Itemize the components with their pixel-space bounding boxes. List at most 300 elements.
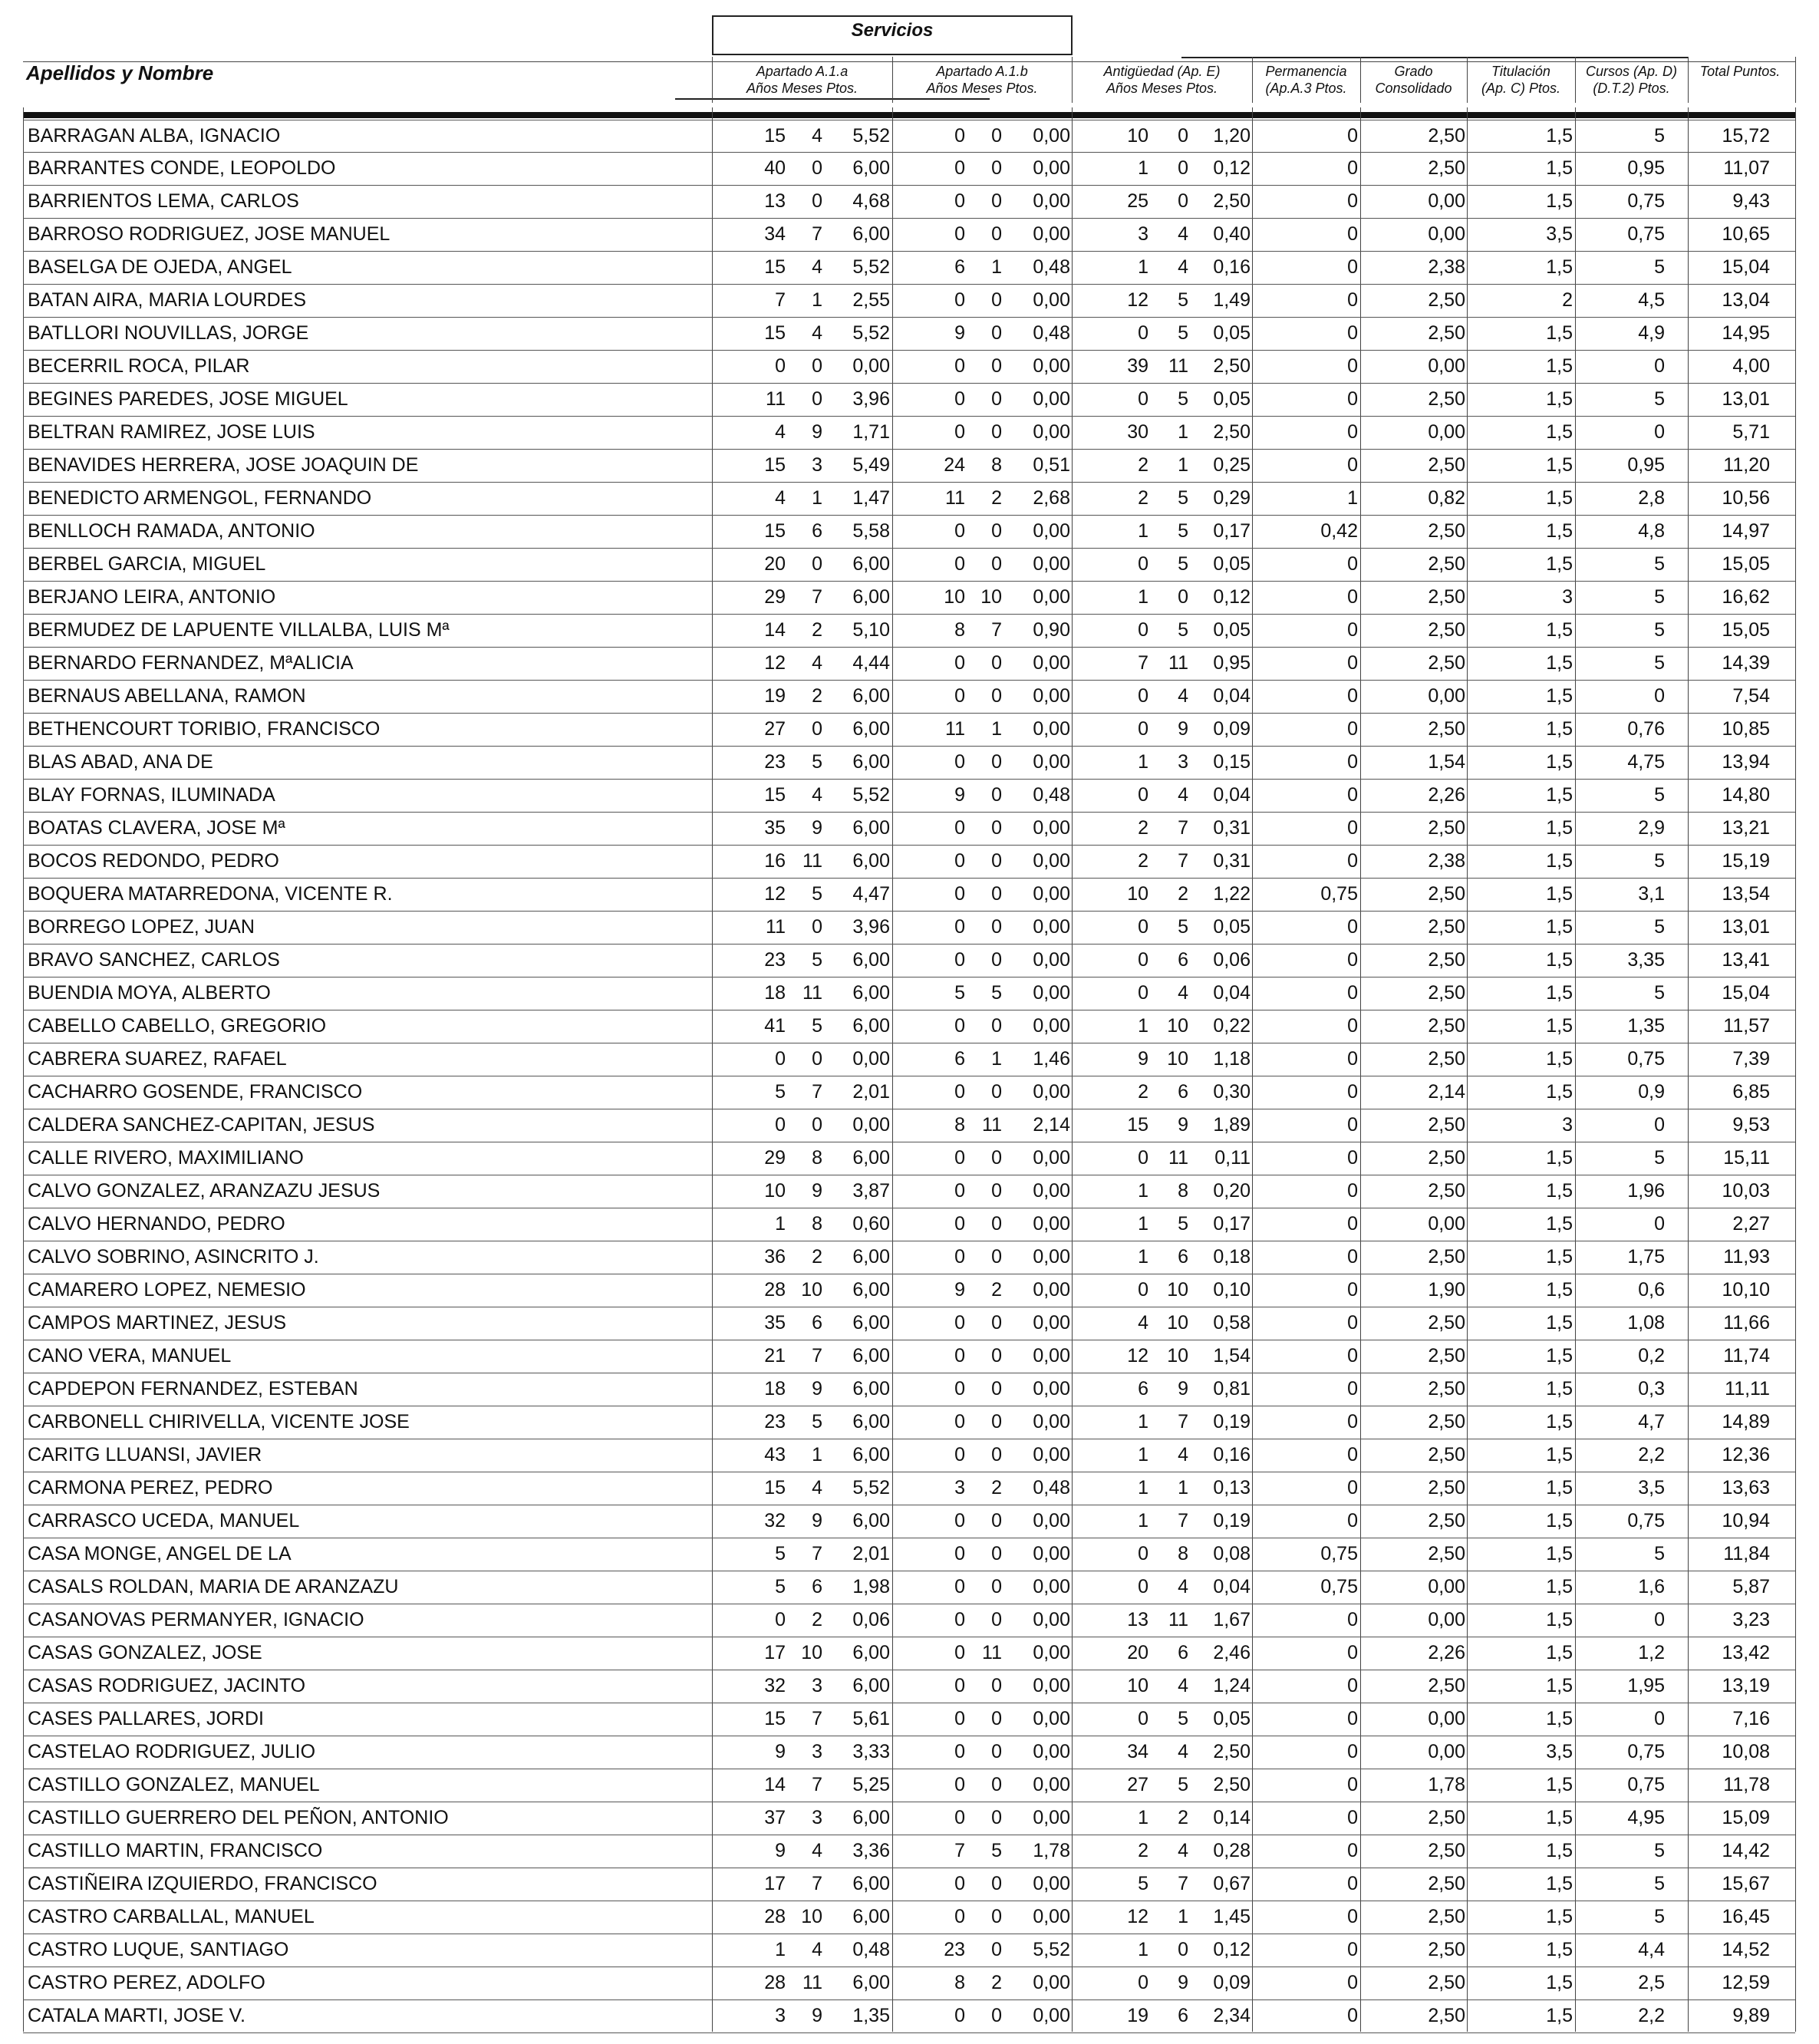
cell-name: CANO VERA, MANUEL (28, 1345, 232, 1367)
cell-cursos: 5 (1654, 1906, 1665, 1927)
table-row (23, 582, 1795, 615)
cell-permanencia: 0 (1347, 685, 1358, 707)
cell-total: 16,62 (1722, 586, 1770, 608)
cell-titulacion: 1,5 (1546, 949, 1573, 971)
cell-a1a-meses: 9 (812, 1378, 822, 1399)
cell-cursos: 0,2 (1638, 1345, 1665, 1367)
cell-permanencia: 0 (1347, 256, 1358, 278)
cell-antig-anos: 2 (1138, 454, 1148, 476)
cell-total: 13,19 (1722, 1675, 1770, 1696)
cell-a1a-meses: 4 (812, 256, 822, 278)
cell-a1b-anos: 0 (954, 850, 965, 872)
cell-a1b-ptos: 0,00 (1033, 289, 1070, 311)
cell-titulacion: 1,5 (1546, 1246, 1573, 1268)
cell-cursos: 0,75 (1627, 223, 1665, 245)
cell-a1a-ptos: 6,00 (852, 1345, 890, 1367)
cell-antig-ptos: 1,45 (1213, 1906, 1251, 1927)
cell-a1a-meses: 4 (812, 652, 822, 674)
cell-a1b-ptos: 0,00 (1033, 125, 1070, 147)
cell-antig-anos: 1 (1138, 751, 1148, 773)
cell-antig-meses: 5 (1178, 1774, 1188, 1795)
cell-a1a-ptos: 0,00 (852, 1114, 890, 1136)
cell-a1a-meses: 4 (812, 125, 822, 147)
table-row (23, 120, 1795, 153)
cell-a1a-ptos: 3,87 (852, 1180, 890, 1202)
cell-antig-ptos: 0,08 (1213, 1543, 1251, 1564)
cell-a1b-ptos: 0,00 (1033, 355, 1070, 377)
cell-titulacion: 1,5 (1546, 322, 1573, 344)
cell-grado: 2,50 (1428, 1411, 1465, 1432)
cell-a1b-anos: 0 (954, 883, 965, 905)
cell-name: BOCOS REDONDO, PEDRO (28, 850, 279, 872)
cell-cursos: 0,95 (1627, 157, 1665, 179)
column-header-line1: Grado (1394, 64, 1433, 79)
cell-a1b-meses: 0 (991, 1378, 1002, 1399)
cell-a1b-meses: 0 (991, 850, 1002, 872)
cell-a1a-anos: 43 (764, 1444, 786, 1465)
cell-a1b-meses: 0 (991, 1807, 1002, 1828)
cell-grado: 2,50 (1428, 1510, 1465, 1531)
cell-a1b-meses: 0 (991, 1180, 1002, 1202)
cell-permanencia: 0 (1347, 157, 1358, 179)
header-divider (1688, 57, 1689, 103)
cell-a1b-meses: 10 (980, 586, 1002, 608)
cell-antig-ptos: 2,34 (1213, 2005, 1251, 2026)
cell-a1a-anos: 20 (764, 553, 786, 575)
cell-a1a-anos: 11 (766, 916, 786, 938)
cell-titulacion: 1,5 (1546, 850, 1573, 872)
cell-a1b-ptos: 0,00 (1033, 1543, 1070, 1564)
cell-antig-meses: 4 (1178, 1675, 1188, 1696)
cell-a1b-meses: 0 (991, 784, 1002, 806)
cell-a1b-meses: 7 (991, 619, 1002, 641)
cell-antig-ptos: 0,04 (1213, 784, 1251, 806)
cell-permanencia: 0 (1347, 125, 1358, 147)
cell-a1a-ptos: 5,52 (852, 1477, 890, 1498)
cell-grado: 2,50 (1428, 322, 1465, 344)
cell-a1b-meses: 0 (991, 1906, 1002, 1927)
cell-grado: 2,50 (1428, 125, 1465, 147)
cell-a1b-anos: 23 (944, 1939, 965, 1960)
cell-total: 13,01 (1722, 916, 1770, 938)
table-row (23, 2000, 1795, 2033)
cell-a1b-meses: 0 (991, 553, 1002, 575)
table-row (23, 1637, 1795, 1670)
cell-total: 14,89 (1722, 1411, 1770, 1432)
table-row (23, 219, 1795, 252)
cell-name: BOATAS CLAVERA, JOSE Mª (28, 817, 285, 839)
cell-a1b-meses: 0 (991, 190, 1002, 212)
cell-cursos: 1,75 (1627, 1246, 1665, 1268)
cell-titulacion: 1,5 (1546, 1972, 1573, 1993)
cell-a1a-ptos: 6,00 (852, 949, 890, 971)
cell-permanencia: 0 (1347, 1510, 1358, 1531)
cell-permanencia: 0 (1347, 751, 1358, 773)
cell-a1b-anos: 0 (954, 157, 965, 179)
cell-a1b-meses: 1 (991, 718, 1002, 740)
cell-a1b-anos: 0 (954, 1444, 965, 1465)
cell-titulacion: 1,5 (1546, 1807, 1573, 1828)
cell-a1a-ptos: 6,00 (852, 817, 890, 839)
cell-a1b-meses: 0 (991, 1543, 1002, 1564)
cell-name: BORREGO LOPEZ, JUAN (28, 916, 255, 938)
cell-antig-ptos: 0,04 (1213, 685, 1251, 707)
cell-a1a-anos: 0 (775, 1609, 786, 1630)
cell-permanencia: 0 (1347, 1477, 1358, 1498)
cell-total: 10,03 (1722, 1180, 1770, 1202)
cell-antig-anos: 10 (1127, 125, 1148, 147)
cell-grado: 2,50 (1428, 1807, 1465, 1828)
cell-cursos: 0 (1654, 355, 1665, 377)
cell-name: CARMONA PEREZ, PEDRO (28, 1477, 273, 1498)
cell-a1a-meses: 7 (812, 1081, 822, 1103)
table-row (23, 1670, 1795, 1703)
cell-a1b-ptos: 0,00 (1033, 883, 1070, 905)
cell-titulacion: 1,5 (1546, 1576, 1573, 1597)
cell-antig-meses: 1 (1178, 421, 1188, 443)
cell-a1a-meses: 2 (812, 1609, 822, 1630)
cell-a1b-ptos: 0,00 (1033, 1642, 1070, 1663)
cell-a1b-anos: 9 (954, 1279, 965, 1301)
cell-antig-anos: 0 (1138, 685, 1148, 707)
cell-antig-ptos: 0,17 (1213, 520, 1251, 542)
cell-antig-meses: 4 (1178, 784, 1188, 806)
cell-antig-meses: 0 (1178, 190, 1188, 212)
cell-antig-ptos: 0,12 (1213, 157, 1251, 179)
column-header-line2: (Ap.A.3 Ptos. (1265, 81, 1347, 96)
cell-a1b-ptos: 0,00 (1033, 1180, 1070, 1202)
cell-cursos: 0 (1654, 1609, 1665, 1630)
cell-total: 14,52 (1722, 1939, 1770, 1960)
cell-total: 12,59 (1722, 1972, 1770, 1993)
cell-antig-meses: 6 (1178, 1081, 1188, 1103)
cell-a1a-meses: 10 (801, 1906, 822, 1927)
cell-antig-ptos: 1,54 (1213, 1345, 1251, 1367)
column-header-line1: Apartado A.1.b (936, 64, 1028, 79)
cell-antig-ptos: 0,29 (1213, 487, 1251, 509)
cell-a1a-anos: 15 (764, 454, 786, 476)
cell-a1a-anos: 32 (764, 1675, 786, 1696)
cell-name: CALVO HERNANDO, PEDRO (28, 1213, 285, 1235)
cell-a1a-meses: 9 (812, 2005, 822, 2026)
cell-name: BARRAGAN ALBA, IGNACIO (28, 125, 281, 147)
cell-a1a-anos: 4 (775, 421, 786, 443)
cell-total: 14,95 (1722, 322, 1770, 344)
cell-permanencia: 0 (1347, 619, 1358, 641)
cell-grado: 2,50 (1428, 1147, 1465, 1169)
cell-titulacion: 1,5 (1546, 1477, 1573, 1498)
cell-antig-anos: 6 (1138, 1378, 1148, 1399)
cell-cursos: 4,9 (1638, 322, 1665, 344)
cell-permanencia: 0 (1347, 1873, 1358, 1894)
cell-cursos: 5 (1654, 850, 1665, 872)
cell-titulacion: 1,5 (1546, 1609, 1573, 1630)
cell-antig-meses: 10 (1167, 1312, 1188, 1334)
cell-a1a-meses: 11 (802, 982, 822, 1004)
cell-total: 9,53 (1732, 1114, 1770, 1136)
cell-antig-ptos: 1,89 (1213, 1114, 1251, 1136)
cell-antig-ptos: 0,04 (1213, 1576, 1251, 1597)
cell-a1a-meses: 9 (812, 1180, 822, 1202)
cell-antig-meses: 5 (1178, 1213, 1188, 1235)
cell-a1b-ptos: 0,00 (1033, 1741, 1070, 1762)
cell-a1b-meses: 0 (991, 1345, 1002, 1367)
cell-a1b-meses: 0 (991, 685, 1002, 707)
cell-name: BERJANO LEIRA, ANTONIO (28, 586, 276, 608)
cell-a1a-meses: 7 (812, 223, 822, 245)
scores-table (23, 120, 1795, 2033)
cell-cursos: 3,35 (1627, 949, 1665, 971)
cell-a1b-ptos: 0,00 (1033, 586, 1070, 608)
cell-titulacion: 1,5 (1546, 1015, 1573, 1037)
cell-permanencia: 0 (1347, 1180, 1358, 1202)
cell-antig-ptos: 0,28 (1213, 1840, 1251, 1861)
cell-a1b-anos: 0 (954, 289, 965, 311)
header-divider (712, 57, 713, 103)
cell-titulacion: 2 (1562, 289, 1573, 311)
cell-antig-anos: 1 (1138, 520, 1148, 542)
cell-a1a-meses: 4 (812, 322, 822, 344)
cell-antig-ptos: 0,12 (1213, 586, 1251, 608)
cell-antig-meses: 11 (1168, 355, 1188, 377)
cell-permanencia: 0 (1347, 1147, 1358, 1169)
table-row (23, 1703, 1795, 1736)
cell-a1b-ptos: 0,00 (1033, 718, 1070, 740)
cell-antig-anos: 1 (1138, 1444, 1148, 1465)
cell-a1a-anos: 10 (764, 1180, 786, 1202)
cell-a1a-anos: 35 (764, 817, 786, 839)
cell-a1a-ptos: 6,00 (852, 1642, 890, 1663)
column-header-line1: Antigüedad (Ap. E) (1103, 64, 1221, 79)
cell-a1a-anos: 15 (764, 1708, 786, 1729)
cell-antig-anos: 1 (1138, 1477, 1148, 1498)
cell-antig-anos: 13 (1127, 1609, 1148, 1630)
cell-a1a-ptos: 6,00 (852, 1378, 890, 1399)
cell-antig-ptos: 0,95 (1213, 652, 1251, 674)
cell-name: BLAS ABAD, ANA DE (28, 751, 213, 773)
cell-a1a-ptos: 5,58 (852, 520, 890, 542)
cell-a1a-ptos: 2,01 (852, 1543, 890, 1564)
cell-grado: 2,50 (1428, 883, 1465, 905)
cell-permanencia: 0 (1347, 190, 1358, 212)
header-rule (1181, 57, 1688, 58)
column-header-line2: (Ap. C) Ptos. (1481, 81, 1561, 96)
cell-a1a-ptos: 6,00 (852, 1279, 890, 1301)
cell-a1b-meses: 5 (991, 1840, 1002, 1861)
cell-titulacion: 1,5 (1546, 125, 1573, 147)
cell-a1a-meses: 3 (812, 1741, 822, 1762)
table-row (23, 615, 1795, 648)
cell-a1b-anos: 8 (954, 1972, 965, 1993)
cell-antig-ptos: 0,67 (1213, 1873, 1251, 1894)
cell-permanencia: 0 (1347, 1609, 1358, 1630)
cell-total: 15,72 (1722, 125, 1770, 147)
cell-a1b-ptos: 0,00 (1033, 817, 1070, 839)
cell-a1b-anos: 0 (954, 1378, 965, 1399)
cell-a1b-meses: 0 (991, 883, 1002, 905)
cell-a1b-ptos: 0,48 (1033, 1477, 1070, 1498)
cell-total: 11,74 (1723, 1345, 1770, 1367)
cell-antig-ptos: 0,09 (1213, 718, 1251, 740)
cell-a1b-ptos: 0,00 (1033, 652, 1070, 674)
cell-cursos: 5 (1654, 388, 1665, 410)
cell-antig-meses: 0 (1178, 125, 1188, 147)
cell-permanencia: 0 (1347, 1675, 1358, 1696)
cell-a1b-anos: 0 (954, 553, 965, 575)
cell-name: BARROSO RODRIGUEZ, JOSE MANUEL (28, 223, 390, 245)
cell-a1b-meses: 2 (991, 1972, 1002, 1993)
cell-grado: 2,50 (1428, 1675, 1465, 1696)
cell-grado: 2,50 (1428, 1906, 1465, 1927)
cell-titulacion: 1,5 (1546, 1642, 1573, 1663)
cell-cursos: 5 (1654, 784, 1665, 806)
column-header-line1: Titulación (1491, 64, 1550, 79)
cell-a1a-meses: 9 (812, 817, 822, 839)
cell-cursos: 0,75 (1627, 1774, 1665, 1795)
table-row (23, 384, 1795, 417)
cell-antig-meses: 3 (1178, 751, 1188, 773)
cell-total: 5,71 (1732, 421, 1770, 443)
cell-a1a-anos: 37 (764, 1807, 786, 1828)
table-row (23, 912, 1795, 945)
cell-a1b-anos: 3 (954, 1477, 965, 1498)
cell-a1a-meses: 4 (812, 1477, 822, 1498)
table-row (23, 813, 1795, 846)
cell-titulacion: 1,5 (1546, 1279, 1573, 1301)
cell-titulacion: 1,5 (1546, 1444, 1573, 1465)
cell-antig-ptos: 0,17 (1213, 1213, 1251, 1235)
cell-permanencia: 0 (1347, 1081, 1358, 1103)
cell-titulacion: 1,5 (1546, 487, 1573, 509)
cell-titulacion: 1,5 (1546, 2005, 1573, 2026)
cell-a1a-anos: 18 (764, 1378, 786, 1399)
cell-a1a-meses: 0 (812, 1048, 822, 1070)
cell-antig-meses: 5 (1178, 619, 1188, 641)
cell-antig-meses: 5 (1178, 322, 1188, 344)
cell-antig-meses: 6 (1178, 1642, 1188, 1663)
cell-antig-ptos: 1,67 (1213, 1609, 1251, 1630)
cell-a1b-anos: 0 (954, 190, 965, 212)
cell-permanencia: 0 (1347, 949, 1358, 971)
cell-a1a-ptos: 2,01 (852, 1081, 890, 1103)
cell-name: CASTRO PEREZ, ADOLFO (28, 1972, 265, 1993)
cell-a1b-meses: 0 (991, 1774, 1002, 1795)
cell-a1a-meses: 11 (802, 850, 822, 872)
cell-permanencia: 0 (1347, 1741, 1358, 1762)
cell-antig-ptos: 2,50 (1213, 355, 1251, 377)
cell-a1b-meses: 0 (991, 1576, 1002, 1597)
table-row (23, 1472, 1795, 1505)
cell-antig-anos: 2 (1138, 1840, 1148, 1861)
cell-antig-meses: 10 (1167, 1345, 1188, 1367)
cell-antig-ptos: 0,19 (1213, 1411, 1251, 1432)
cell-a1b-meses: 0 (991, 1081, 1002, 1103)
cell-a1b-ptos: 0,48 (1033, 784, 1070, 806)
table-row (23, 1373, 1795, 1406)
cell-permanencia: 0 (1347, 784, 1358, 806)
cell-total: 15,11 (1723, 1147, 1770, 1169)
cell-antig-anos: 0 (1138, 553, 1148, 575)
cell-a1a-ptos: 6,00 (852, 1444, 890, 1465)
table-row (23, 1538, 1795, 1571)
cell-a1a-meses: 9 (812, 1510, 822, 1531)
cell-a1a-meses: 2 (812, 1246, 822, 1268)
cell-grado: 2,50 (1428, 1312, 1465, 1334)
cell-antig-anos: 0 (1138, 1147, 1148, 1169)
cell-antig-meses: 10 (1167, 1015, 1188, 1037)
cell-antig-ptos: 1,18 (1213, 1048, 1251, 1070)
cell-a1a-meses: 0 (812, 1114, 822, 1136)
cell-a1a-anos: 28 (764, 1972, 786, 1993)
cell-a1b-meses: 0 (991, 157, 1002, 179)
cell-total: 11,84 (1723, 1543, 1770, 1564)
cell-antig-anos: 2 (1138, 850, 1148, 872)
cell-antig-anos: 1 (1138, 1180, 1148, 1202)
table-row (23, 351, 1795, 384)
cell-a1a-meses: 4 (812, 784, 822, 806)
header-divider (1795, 57, 1796, 103)
cell-name: CARITG LLUANSI, JAVIER (28, 1444, 262, 1465)
cell-a1a-meses: 6 (812, 1312, 822, 1334)
cell-a1a-anos: 18 (764, 982, 786, 1004)
cell-total: 4,00 (1732, 355, 1770, 377)
table-row (23, 977, 1795, 1010)
cell-a1a-anos: 23 (764, 949, 786, 971)
table-row (23, 714, 1795, 747)
cell-antig-anos: 2 (1138, 1081, 1148, 1103)
cell-titulacion: 1,5 (1546, 256, 1573, 278)
cell-permanencia: 0 (1347, 1279, 1358, 1301)
cell-permanencia: 0 (1347, 1807, 1358, 1828)
cell-permanencia: 0 (1347, 421, 1358, 443)
cell-cursos: 1,6 (1638, 1576, 1665, 1597)
cell-a1a-ptos: 1,47 (852, 487, 890, 509)
cell-antig-meses: 5 (1178, 553, 1188, 575)
cell-a1b-ptos: 0,00 (1033, 1510, 1070, 1531)
cell-titulacion: 1,5 (1546, 883, 1573, 905)
table-row (23, 252, 1795, 285)
cell-antig-ptos: 0,20 (1213, 1180, 1251, 1202)
cell-permanencia: 0 (1347, 1048, 1358, 1070)
cell-name: BATLLORI NOUVILLAS, JORGE (28, 322, 309, 344)
cell-titulacion: 1,5 (1546, 1510, 1573, 1531)
cell-grado: 2,50 (1428, 1015, 1465, 1037)
cell-a1a-meses: 9 (812, 421, 822, 443)
cell-antig-meses: 4 (1178, 685, 1188, 707)
cell-antig-anos: 0 (1138, 1576, 1148, 1597)
cell-a1a-ptos: 1,71 (852, 421, 890, 443)
cell-a1b-meses: 1 (991, 1048, 1002, 1070)
cell-a1a-ptos: 6,00 (852, 718, 890, 740)
cell-a1b-anos: 0 (954, 817, 965, 839)
cell-grado: 0,00 (1428, 685, 1465, 707)
cell-a1a-anos: 16 (764, 850, 786, 872)
cell-permanencia: 0 (1347, 817, 1358, 839)
cell-cursos: 2,2 (1638, 1444, 1665, 1465)
cell-a1a-ptos: 6,00 (852, 1906, 890, 1927)
header-divider (1575, 57, 1576, 103)
cell-grado: 2,50 (1428, 1873, 1465, 1894)
cell-antig-anos: 0 (1138, 982, 1148, 1004)
cell-a1b-anos: 0 (954, 1774, 965, 1795)
table-row (23, 1010, 1795, 1043)
cell-name: CAMPOS MARTINEZ, JESUS (28, 1312, 287, 1334)
cell-grado: 2,50 (1428, 388, 1465, 410)
cell-grado: 2,50 (1428, 454, 1465, 476)
cell-total: 13,04 (1722, 289, 1770, 311)
cell-a1b-anos: 0 (954, 916, 965, 938)
cell-a1b-ptos: 0,00 (1033, 1774, 1070, 1795)
